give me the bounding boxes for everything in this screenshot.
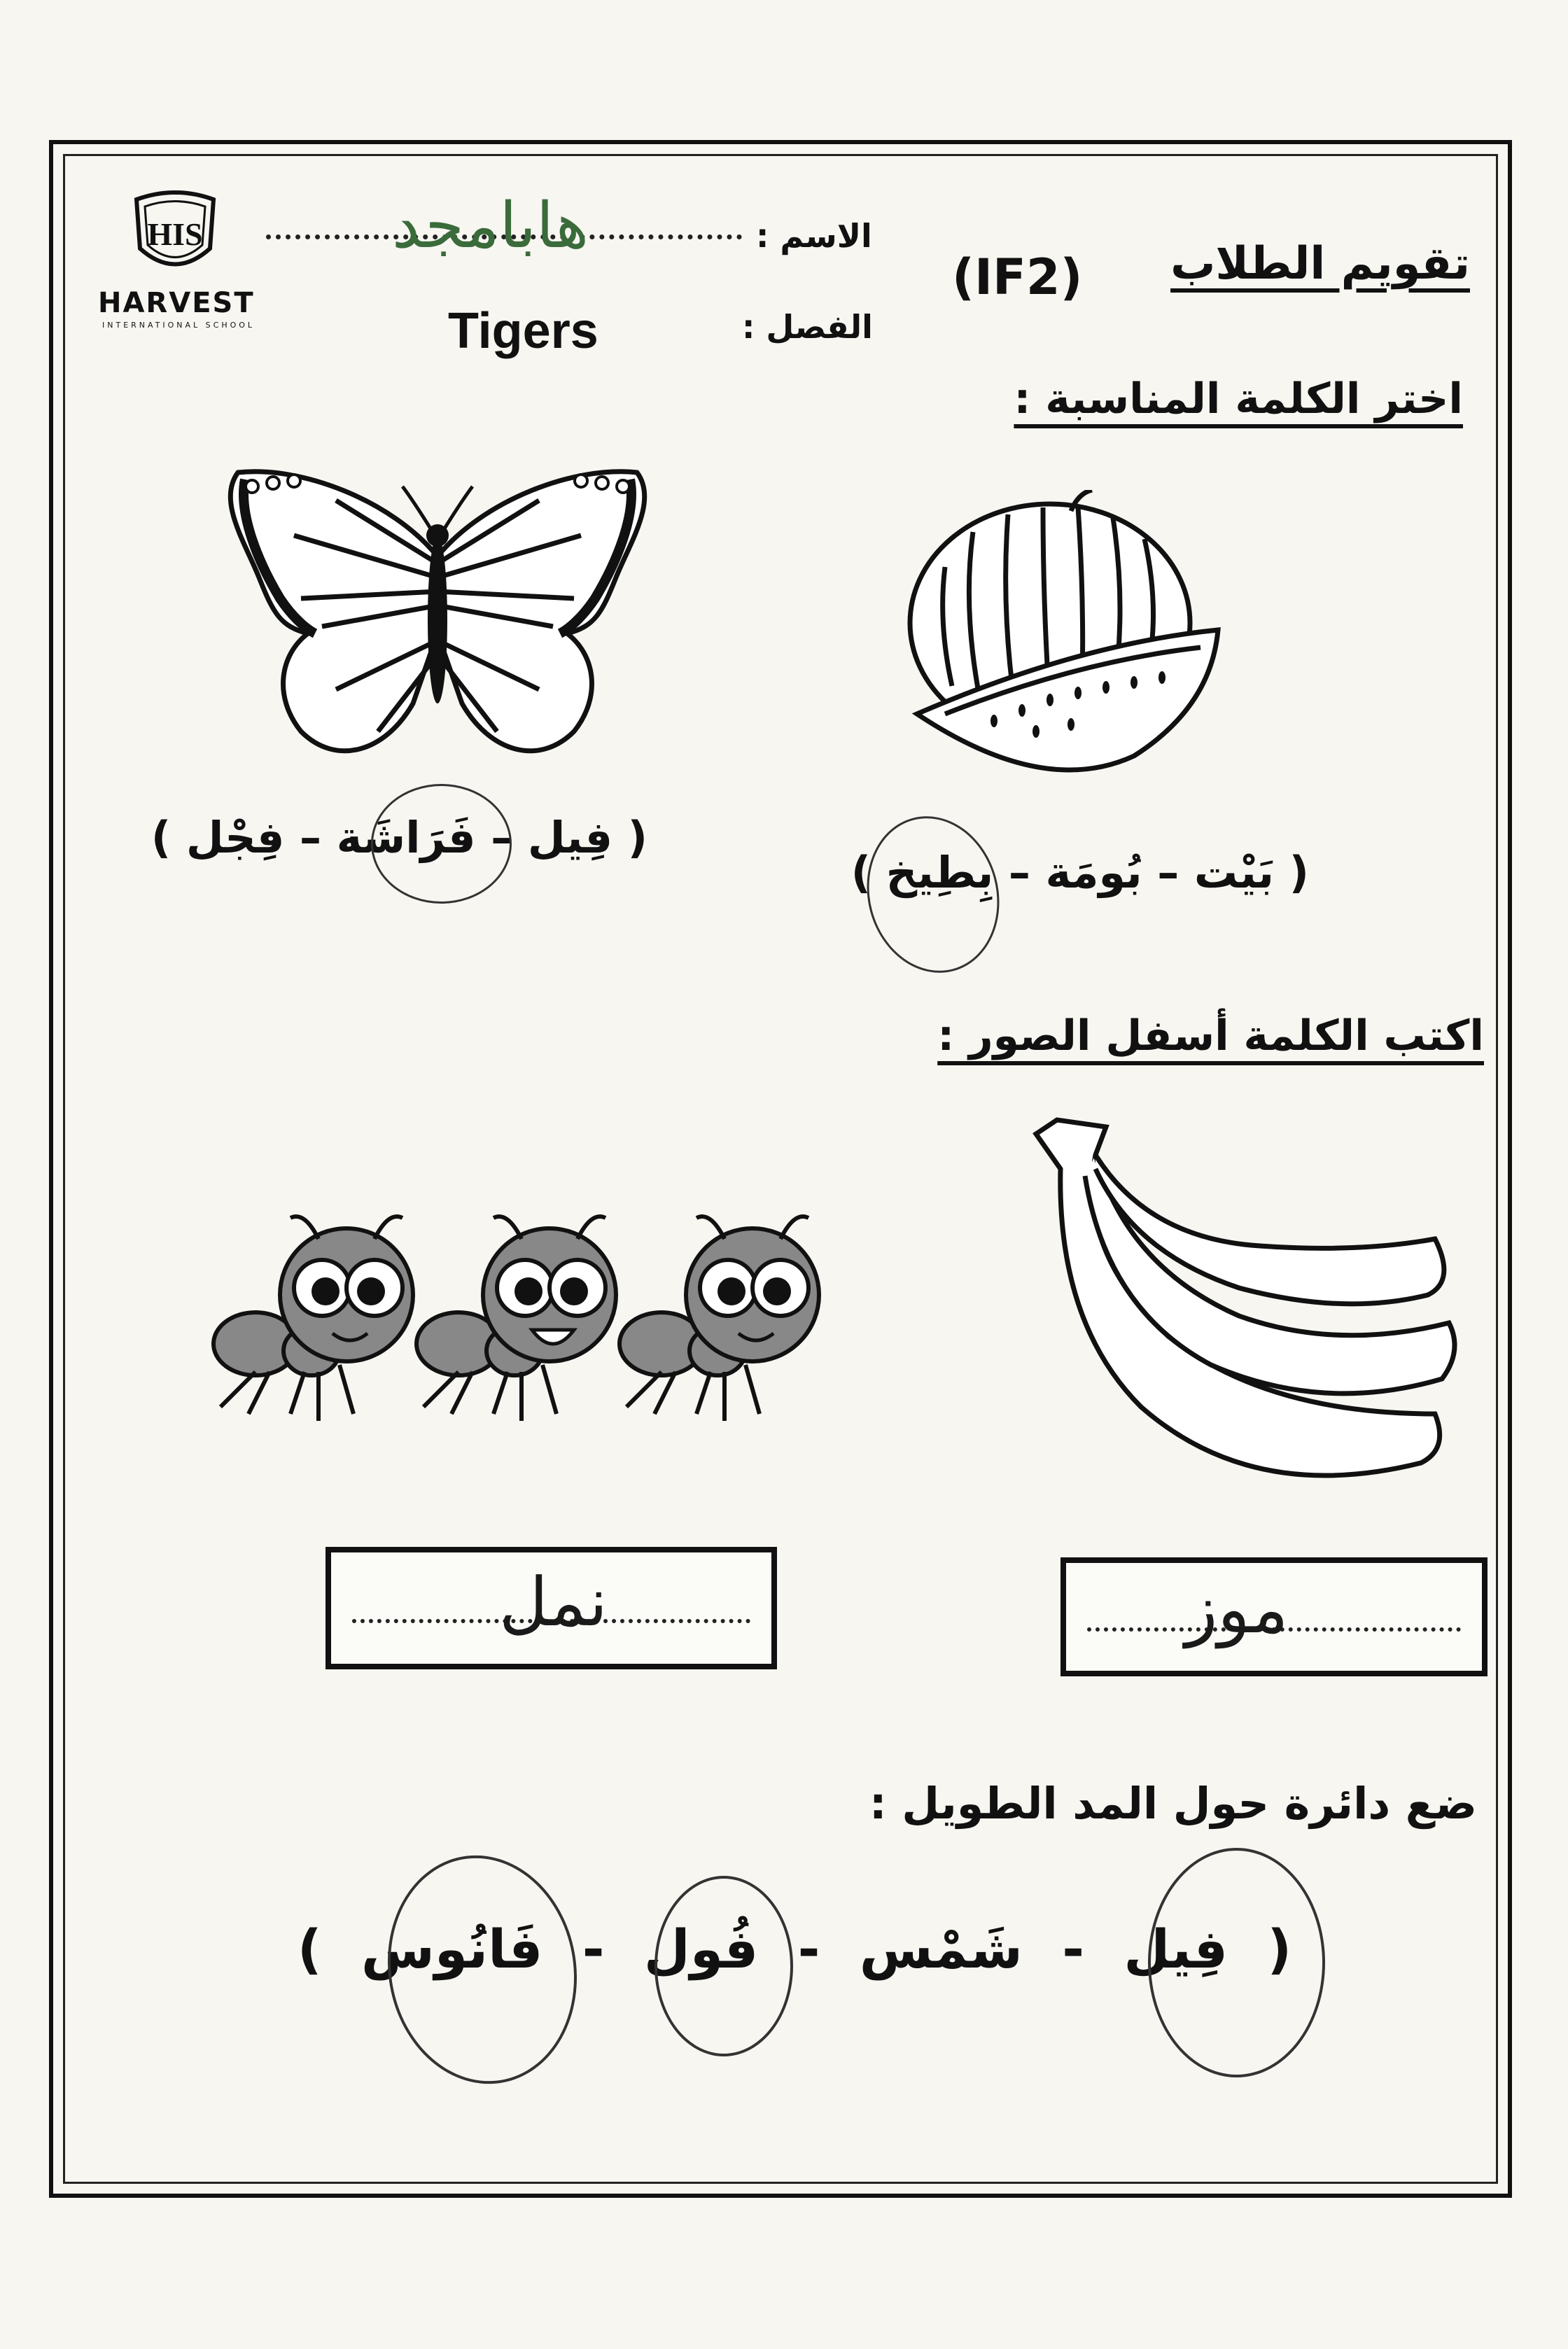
section1-title: اختر الكلمة المناسبة : <box>1014 374 1463 423</box>
word-item-circled[interactable]: فُول <box>643 1918 759 1980</box>
close-paren: ) <box>150 812 172 863</box>
name-label: الاسم : <box>756 217 872 255</box>
word-item-circled[interactable]: فَانُوس <box>361 1918 543 1980</box>
close-paren: ) <box>297 1918 322 1980</box>
school-logo-shield-icon <box>130 185 220 280</box>
bananas-answer-handwritten: موز <box>1185 1570 1289 1648</box>
word-item-circled[interactable]: فِيل <box>1124 1918 1228 1980</box>
class-value: Tigers <box>448 303 598 359</box>
word-item[interactable]: شَمْس <box>859 1918 1023 1980</box>
open-paren: ( <box>1289 847 1309 898</box>
choice-word[interactable]: فِجْل <box>186 812 285 863</box>
choice-word-selected[interactable]: بِطِيخ <box>886 847 994 898</box>
choice-word[interactable]: بَيْت <box>1194 847 1275 898</box>
school-logo-text: HARVEST <box>98 287 255 319</box>
separator: - <box>797 1918 820 1980</box>
choice-word[interactable]: فِيل <box>527 812 613 863</box>
open-paren: ( <box>627 812 648 863</box>
open-paren: ( <box>1267 1918 1292 1980</box>
ants-image <box>206 1204 836 1456</box>
choice-word-selected[interactable]: فَرَاشَة <box>336 812 476 863</box>
choice-word[interactable]: بُومَة <box>1045 847 1142 898</box>
butterfly-image <box>217 458 658 787</box>
school-logo-mark: HIS <box>147 216 203 252</box>
close-paren: ) <box>850 847 872 898</box>
separator: – <box>491 812 513 863</box>
watermelon-image <box>903 490 1225 784</box>
school-logo-subtext: INTERNATIONAL SCHOOL <box>102 321 255 330</box>
separator: - <box>1062 1918 1084 1980</box>
bananas-answer-box[interactable] <box>1060 1557 1488 1676</box>
ants-answer-box[interactable] <box>326 1547 777 1669</box>
ants-answer-handwritten: نمل <box>499 1563 608 1641</box>
class-code: (IF2) <box>952 248 1083 306</box>
separator: - <box>582 1918 605 1980</box>
separator: – <box>1008 847 1030 898</box>
section2-title: اكتب الكلمة أسفل الصور : <box>937 1011 1484 1060</box>
answer-circle-mark <box>1148 1848 1325 2077</box>
bananas-image <box>1029 1113 1463 1505</box>
answer-circle-mark <box>654 1876 793 2056</box>
section3-title: ضع دائرة حول المد الطويل : <box>869 1778 1477 1829</box>
separator: – <box>1157 847 1180 898</box>
class-label: الفصل : <box>742 308 873 346</box>
answer-circle-mark <box>371 784 512 904</box>
page-title: تقويم الطلاب <box>1170 238 1470 290</box>
separator: – <box>300 812 322 863</box>
name-handwritten: هابامجد <box>392 189 589 262</box>
